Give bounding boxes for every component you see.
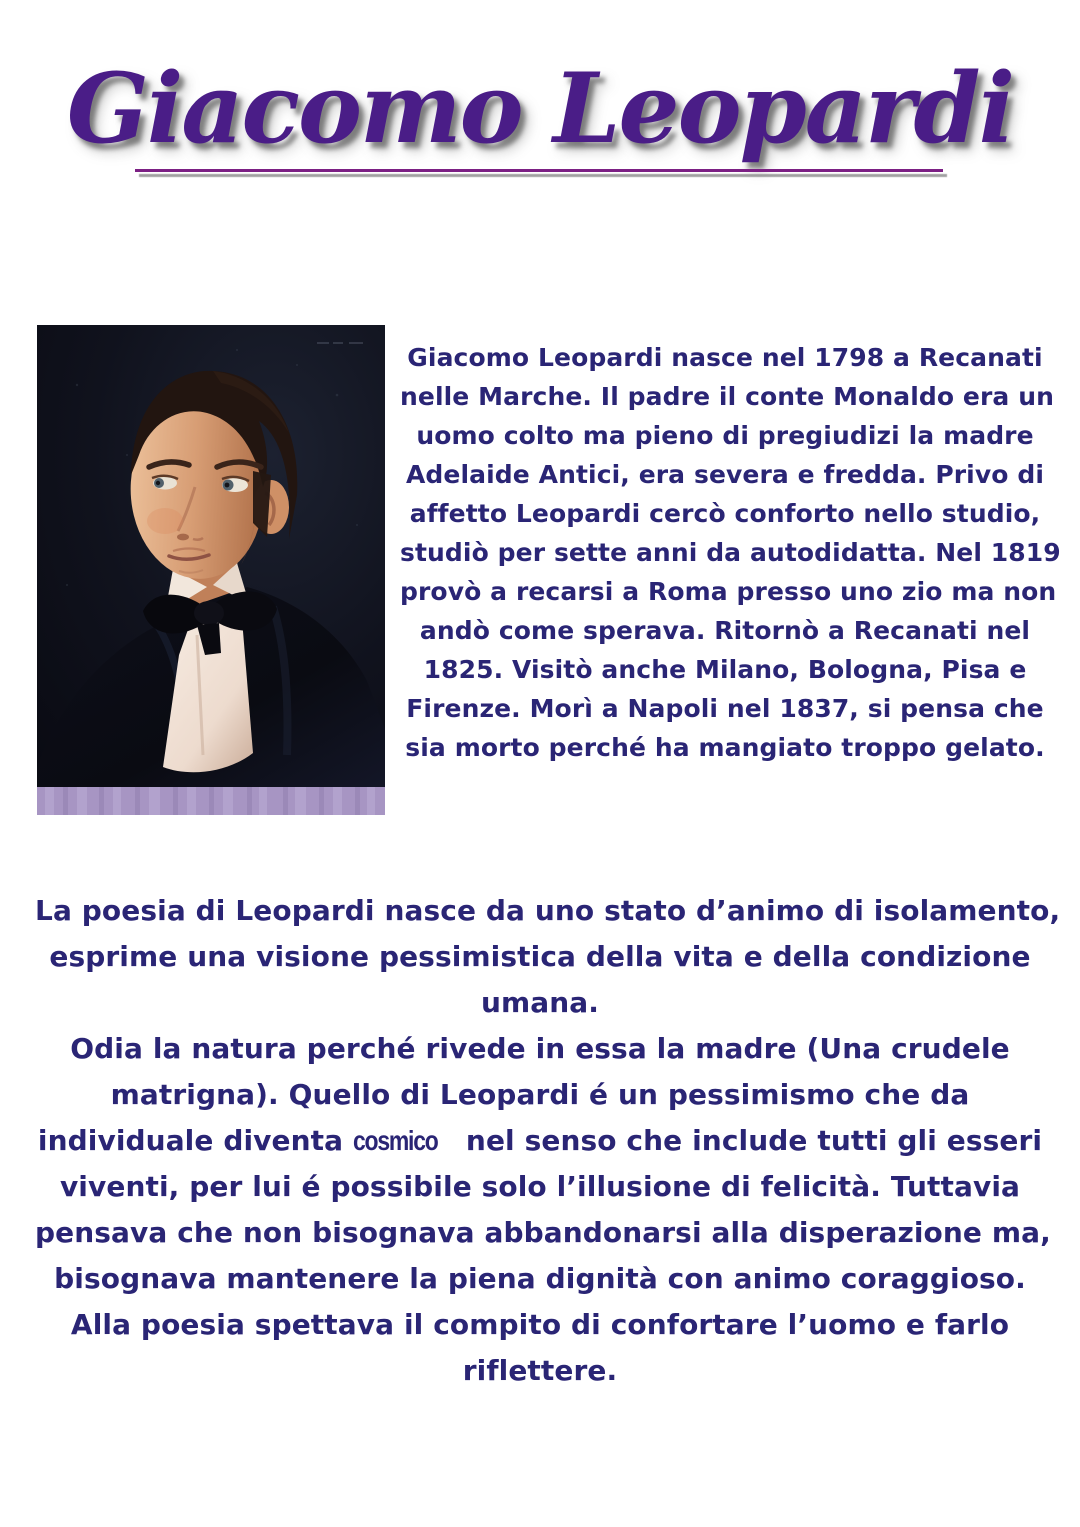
portrait-painting [37, 325, 385, 815]
bio-line: provò a recarsi a Roma presso uno zio ma non [400, 577, 1057, 606]
poetry-paragraph [35, 888, 1061, 1394]
bio-line: studiò per sette anni da autodidatta. Nel 1819 [400, 538, 1061, 567]
poetry-line: Alla poesia spettava il compito di confortare l’uomo e farlo [70, 1308, 1010, 1341]
cosmico-highlight: cosmico [352, 1125, 438, 1156]
poetry-line: bisognava mantenere la piena dignità con animo coraggioso. [54, 1262, 1026, 1295]
leopardi-portrait-image [37, 325, 385, 815]
poetry-line: riflettere. [462, 1354, 618, 1387]
bio-line: nelle Marche. Il padre il conte Monaldo era un [400, 382, 1054, 411]
poetry-line: esprime una visione pessimistica della vita e della condizione [49, 940, 1031, 973]
bio-line: 1825. Visitò anche Milano, Bologna, Pisa e [423, 655, 1027, 684]
bio-line: andò come sperava. Ritornò a Recanati nel [419, 616, 1031, 645]
poetry-line: Odia la natura perché rivede in essa la madre (Una crudele [70, 1032, 1010, 1065]
poetry-line: La poesia di Leopardi nasce da uno stato d’animo di isolamento, [35, 894, 1061, 927]
bio-line: Firenze. Morì a Napoli nel 1837, si pensa che [406, 694, 1044, 723]
bio-line: uomo colto ma pieno di pregiudizi la madre [416, 421, 1034, 450]
poetry-line: umana. [480, 986, 600, 1019]
bio-line: Giacomo Leopardi nasce nel 1798 a Recanati [407, 343, 1043, 372]
poetry-line: pensava che non bisognava abbandonarsi alla disperazione ma, [35, 1216, 1051, 1249]
bio-line: affetto Leopardi cercò conforto nello studio, [409, 499, 1041, 528]
poetry-line-cosmico [35, 1118, 1045, 1164]
title-underline [135, 169, 943, 172]
biography-paragraph [400, 338, 1061, 767]
poetry-line: matrigna). Quello di Leopardi é un pessimismo che da [110, 1078, 970, 1111]
lavender-strip [37, 787, 385, 815]
poetry-line: viventi, per lui é possibile solo l’illusione di felicità. Tuttavia [59, 1170, 1021, 1203]
bio-line: Adelaide Antici, era severa e fredda. Privo di [405, 460, 1044, 489]
cosmico-post-text: nel senso che include tutti gli esseri [456, 1124, 1043, 1157]
page-title: Giacomo Leopardi [66, 52, 1014, 165]
bio-line: sia morto perché ha mangiato troppo gelato. [405, 733, 1045, 762]
cosmico-pre-text: individuale diventa [37, 1124, 353, 1157]
